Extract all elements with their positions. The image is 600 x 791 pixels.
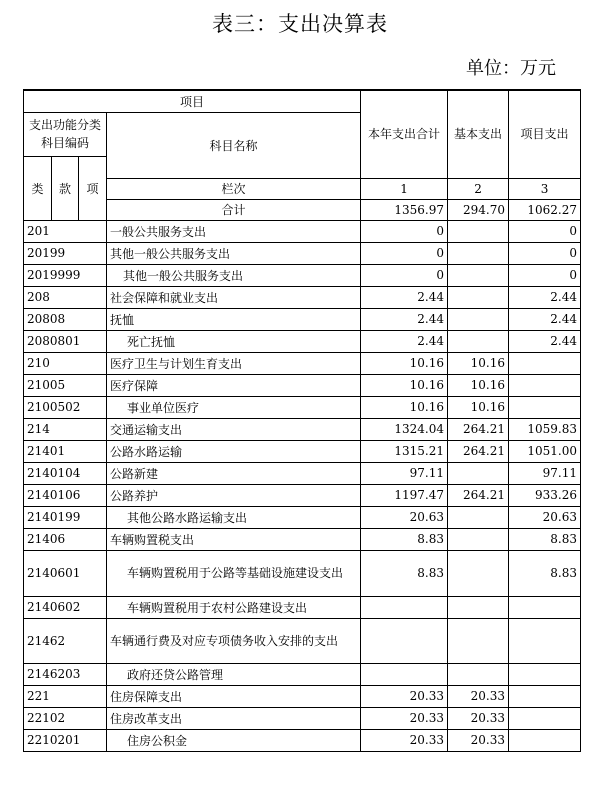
- row-basic: [448, 220, 509, 242]
- row-project: 1059.83: [509, 418, 581, 440]
- row-total: 20.33: [361, 685, 448, 707]
- row-code: 210: [24, 352, 107, 374]
- row-basic: [448, 663, 509, 685]
- row-name: 一般公共服务支出: [107, 220, 361, 242]
- row-total: 10.16: [361, 396, 448, 418]
- table-row: [24, 440, 581, 462]
- row-basic: 264.21: [448, 484, 509, 506]
- header-lanci: 栏次: [107, 178, 361, 199]
- row-project: [509, 663, 581, 685]
- row-basic: [448, 308, 509, 330]
- total-row-total: 1356.97: [361, 199, 448, 220]
- row-code: 21005: [24, 374, 107, 396]
- row-name: 死亡抚恤: [107, 330, 361, 352]
- row-total: 0: [361, 242, 448, 264]
- row-project: 2.44: [509, 308, 581, 330]
- row-total: 8.83: [361, 528, 448, 550]
- row-basic: 10.16: [448, 396, 509, 418]
- row-project: 2.44: [509, 286, 581, 308]
- row-basic: [448, 528, 509, 550]
- row-total: 8.83: [361, 550, 448, 596]
- row-code: 2140106: [24, 484, 107, 506]
- row-code: 21401: [24, 440, 107, 462]
- row-name: 其他一般公共服务支出: [107, 264, 361, 286]
- header-kuan: 款: [52, 156, 79, 220]
- table-row: [24, 462, 581, 484]
- row-total: 1324.04: [361, 418, 448, 440]
- header-project: 项目: [24, 90, 361, 112]
- row-basic: 20.33: [448, 707, 509, 729]
- row-code: 2100502: [24, 396, 107, 418]
- table-row: [24, 308, 581, 330]
- row-code: 2210201: [24, 729, 107, 751]
- row-name: 其他公路水路运输支出: [107, 506, 361, 528]
- row-code: 21462: [24, 618, 107, 663]
- row-total: 1315.21: [361, 440, 448, 462]
- table-row: [24, 729, 581, 751]
- table-row: [24, 618, 581, 663]
- row-name: 交通运输支出: [107, 418, 361, 440]
- row-name: 公路养护: [107, 484, 361, 506]
- row-code: 2140104: [24, 462, 107, 484]
- row-name: 医疗保障: [107, 374, 361, 396]
- table-row: [24, 528, 581, 550]
- row-basic: [448, 596, 509, 618]
- row-project: [509, 352, 581, 374]
- row-name: 住房公积金: [107, 729, 361, 751]
- row-basic: 20.33: [448, 685, 509, 707]
- row-name: 车辆购置税用于农村公路建设支出: [107, 596, 361, 618]
- row-project: 0: [509, 220, 581, 242]
- row-basic: 10.16: [448, 374, 509, 396]
- row-name: 车辆通行费及对应专项债务收入安排的支出: [107, 618, 361, 663]
- header-xiang: 项: [79, 156, 107, 220]
- row-project: [509, 707, 581, 729]
- table-row: [24, 685, 581, 707]
- unit-label: 单位：万元: [466, 58, 556, 79]
- row-total: 20.63: [361, 506, 448, 528]
- row-code: 214: [24, 418, 107, 440]
- row-total: 0: [361, 220, 448, 242]
- row-code: 221: [24, 685, 107, 707]
- total-row-label: 合计: [107, 199, 361, 220]
- row-code: 21406: [24, 528, 107, 550]
- header-n1: 1: [361, 178, 448, 199]
- row-project: 97.11: [509, 462, 581, 484]
- table-row: [24, 707, 581, 729]
- row-total: 2.44: [361, 286, 448, 308]
- row-basic: 20.33: [448, 729, 509, 751]
- table-row: [24, 220, 581, 242]
- row-total: 2.44: [361, 330, 448, 352]
- row-total: 97.11: [361, 462, 448, 484]
- row-code: 22102: [24, 707, 107, 729]
- table-row: [24, 550, 581, 596]
- table-row: [24, 352, 581, 374]
- row-total: 2.44: [361, 308, 448, 330]
- row-name: 抚恤: [107, 308, 361, 330]
- row-total: [361, 663, 448, 685]
- row-project: 2.44: [509, 330, 581, 352]
- row-name: 车辆购置税支出: [107, 528, 361, 550]
- expenditure-table: [23, 89, 581, 752]
- row-project: 933.26: [509, 484, 581, 506]
- table-row: [24, 596, 581, 618]
- row-project: 0: [509, 242, 581, 264]
- row-total: 1197.47: [361, 484, 448, 506]
- table-row: [24, 484, 581, 506]
- row-total: 10.16: [361, 352, 448, 374]
- header-subject-name: 科目名称: [107, 112, 361, 178]
- row-name: 医疗卫生与计划生育支出: [107, 352, 361, 374]
- header-n3: 3: [509, 178, 581, 199]
- row-total: 20.33: [361, 729, 448, 751]
- row-name: 事业单位医疗: [107, 396, 361, 418]
- row-name: 住房保障支出: [107, 685, 361, 707]
- row-basic: [448, 550, 509, 596]
- row-project: 20.63: [509, 506, 581, 528]
- header-n2: 2: [448, 178, 509, 199]
- row-project: [509, 618, 581, 663]
- table-row: [24, 264, 581, 286]
- row-code: 2019999: [24, 264, 107, 286]
- row-project: 0: [509, 264, 581, 286]
- table-row: [24, 506, 581, 528]
- table-row: [24, 286, 581, 308]
- page-title: 表三：支出决算表: [212, 12, 388, 36]
- row-basic: [448, 506, 509, 528]
- row-total: 0: [361, 264, 448, 286]
- row-name: 公路水路运输: [107, 440, 361, 462]
- row-basic: 264.21: [448, 440, 509, 462]
- row-code: 2140602: [24, 596, 107, 618]
- row-project: [509, 685, 581, 707]
- row-basic: 10.16: [448, 352, 509, 374]
- row-name: 住房改革支出: [107, 707, 361, 729]
- row-basic: [448, 242, 509, 264]
- row-name: 政府还贷公路管理: [107, 663, 361, 685]
- row-total: 20.33: [361, 707, 448, 729]
- header-lei: 类: [24, 156, 52, 220]
- row-project: 8.83: [509, 550, 581, 596]
- row-project: 1051.00: [509, 440, 581, 462]
- row-code: 20199: [24, 242, 107, 264]
- header-project-col: 项目支出: [509, 90, 581, 178]
- row-name: 其他一般公共服务支出: [107, 242, 361, 264]
- header-func-code: 支出功能分类科目编码: [24, 112, 107, 156]
- row-code: 2140199: [24, 506, 107, 528]
- row-project: [509, 374, 581, 396]
- row-basic: [448, 462, 509, 484]
- table-row: [24, 418, 581, 440]
- table-row: [24, 374, 581, 396]
- row-total: 10.16: [361, 374, 448, 396]
- row-code: 2140601: [24, 550, 107, 596]
- row-code: 2146203: [24, 663, 107, 685]
- row-code: 20808: [24, 308, 107, 330]
- total-row-project: 1062.27: [509, 199, 581, 220]
- row-basic: [448, 618, 509, 663]
- row-basic: [448, 330, 509, 352]
- total-row-basic: 294.70: [448, 199, 509, 220]
- row-basic: [448, 286, 509, 308]
- table-row: [24, 242, 581, 264]
- row-total: [361, 618, 448, 663]
- row-total: [361, 596, 448, 618]
- header-basic-col: 基本支出: [448, 90, 509, 178]
- row-project: [509, 396, 581, 418]
- row-basic: 264.21: [448, 418, 509, 440]
- row-project: 8.83: [509, 528, 581, 550]
- table-row: [24, 396, 581, 418]
- row-project: [509, 596, 581, 618]
- row-code: 2080801: [24, 330, 107, 352]
- header-total-col: 本年支出合计: [361, 90, 448, 178]
- row-name: 车辆购置税用于公路等基础设施建设支出: [107, 550, 361, 596]
- row-name: 社会保障和就业支出: [107, 286, 361, 308]
- row-project: [509, 729, 581, 751]
- row-name: 公路新建: [107, 462, 361, 484]
- row-code: 201: [24, 220, 107, 242]
- row-basic: [448, 264, 509, 286]
- table-row: [24, 330, 581, 352]
- table-row: [24, 663, 581, 685]
- row-code: 208: [24, 286, 107, 308]
